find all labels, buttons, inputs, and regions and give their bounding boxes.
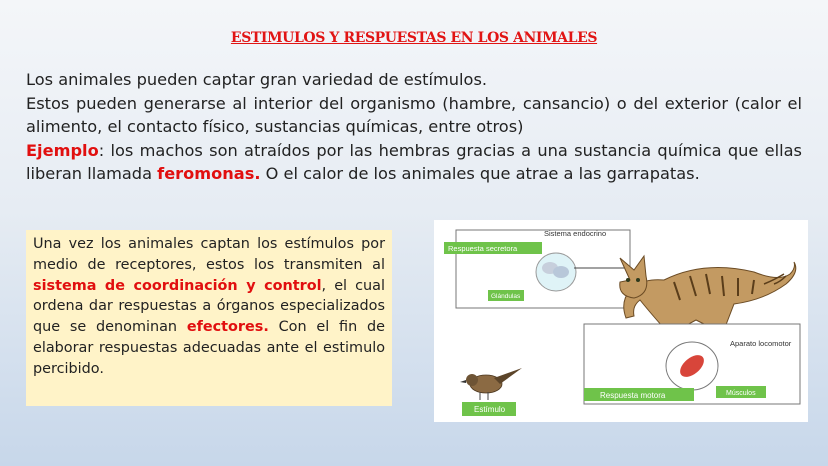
gland-lobe-right: [553, 266, 569, 278]
sistema-endocrino-label: Sistema endocrino: [544, 229, 607, 238]
intro-text: [26, 68, 802, 186]
respuesta-motora-label: Respuesta motora: [600, 391, 666, 400]
term-sistema-coordinacion: sistema de coordinación y control: [33, 277, 322, 294]
musculos-label: Músculos: [726, 390, 756, 397]
respuesta-secretora-label: Respuesta secretora: [448, 244, 518, 253]
box-text-3: Con el fin de elaborar respuestas adecuadas ante el estimulo percibido.: [33, 319, 385, 377]
term-efectores: efectores.: [186, 319, 269, 336]
intro-line-2: Estos pueden generarse al interior del organismo (hambre, cansancio) o del exterior (calor el alimento, el contacto físico, sustancias químicas, entre otros): [26, 93, 802, 136]
box-text-1: Una vez los animales captan los estímulos por medio de receptores, estos los transmiten al: [33, 236, 385, 273]
example-paragraph: [26, 139, 802, 186]
stimulus-response-diagram: [434, 220, 808, 422]
intro-line-1: Los animales pueden captar gran variedad de estímulos.: [26, 70, 488, 89]
diagram-svg: [434, 220, 808, 422]
estimulo-label: Estímulo: [474, 405, 506, 414]
aparato-locomotor-label: Aparato locomotor: [730, 339, 792, 348]
bird-illustration: [460, 368, 522, 400]
example-label: Ejemplo: [26, 140, 99, 160]
slide-title: ESTIMULOS Y RESPUESTAS EN LOS ANIMALES: [230, 30, 598, 46]
example-term-feromonas: feromonas.: [157, 164, 261, 183]
box-text-2: , el cual ordena dar respuestas a órganos especializados que se denominan: [33, 277, 385, 336]
explanation-box: [26, 230, 392, 406]
example-text-1: : los machos son atraídos por las hembras gracias a una sustancia química que ellas liberan llamada: [26, 140, 802, 183]
glandulas-label: Glándulas: [491, 293, 521, 300]
example-text-2: O el calor de los animales que atrae a las garrapatas.: [260, 164, 700, 183]
